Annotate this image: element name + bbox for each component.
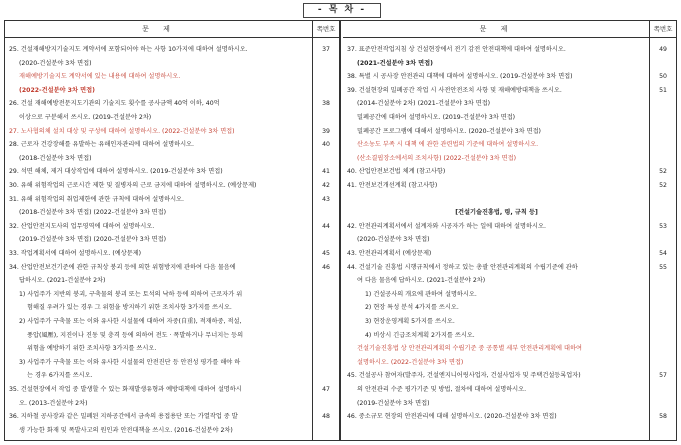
toc-entry-text: 4) 비상시 긴급조치계획 2가지를 쓰시오. [365, 331, 475, 339]
toc-entry-text: 험해질 우려가 있는 경우 그 위험을 방지하기 위한 조치사항 3가지를 쓰시오. [27, 304, 232, 312]
toc-entry-text: 여 다음 물음에 답하시오. (2021-건설분야 2차) [357, 277, 486, 285]
toc-entry-text: 3) 현장운영계획 5가지를 쓰시오. [365, 318, 455, 325]
toc-entry-text: 2) 사업주가 구축물 또는 이와 유사한 시설물에 대하여 자중(自重), 적재하중, 적설, [19, 318, 242, 325]
left-header-page: 쪽번호 [312, 21, 339, 37]
toc-entry-page: 47 [322, 386, 330, 393]
toc-row [343, 303, 676, 313]
toc-entry-text: 건설기술진흥법 상 안전관리계획의 수립기준 중 공통별 세부 안전관리계획에 대하여 [357, 345, 582, 353]
toc-row [343, 344, 676, 354]
toc-entry-page: 52 [659, 182, 667, 189]
toc-entry-text: 42. 안전관리계획서에서 설계자와 시공자가 하는 일에 대하여 설명하시오. [347, 222, 546, 230]
toc-entry-page: 42 [322, 182, 330, 189]
toc-entry-text: 33. 작업계획서에 대하여 설명하시오. (예상문제) [9, 250, 142, 257]
toc-row [343, 290, 676, 300]
toc-entry-text: [건설기술진흥법, 령, 규칙 등] [455, 209, 538, 217]
toc-entry-text: 1) 사업주가 지반의 붕괴, 구축물의 붕괴 또는 토석의 낙하 등에 의하여 근로자가 위 [19, 290, 243, 298]
toc-entry-page: 39 [322, 127, 330, 135]
toc-entry-page: 57 [659, 372, 667, 380]
toc-entry-text: 풍압(風壓), 지진이나 진동 및 충격 등에 의하여 전도 · 폭발하거나 무너지는 등의 [27, 331, 244, 339]
toc-row [5, 371, 339, 381]
toc-row [5, 249, 339, 259]
toc-entry-text: 40. 산업안전보건법 체계 (참고사항) [347, 168, 446, 176]
toc-row [5, 331, 339, 341]
toc-entry-page: 51 [659, 86, 667, 94]
toc-entry-page: 58 [659, 413, 667, 421]
toc-row [343, 195, 676, 205]
toc-table [4, 20, 677, 441]
toc-entry-text: 3) 사업주가 구축물 또는 이와 유사한 시설물의 안전진단 등 안전성 평가를 해야 하 [19, 358, 241, 366]
toc-entry-text: 35. 건설현장에서 작업 중 발생할 수 있는 화재발생유형과 예방대책에 대하여 설명하시 [9, 386, 242, 393]
toc-row [5, 140, 339, 150]
toc-right-column [343, 21, 676, 440]
toc-entry-text: 재해예방기술지도 계약서에 있는 내용에 대하여 설명하시오. [19, 73, 181, 81]
toc-entry-text: 32. 산업안전지도사의 업무영역에 대하여 설명하시오. [9, 222, 155, 230]
toc-row [5, 399, 339, 409]
toc-entry-text: 위험을 예방하기 위한 조치사항 3가지를 쓰시오. [27, 345, 157, 353]
toc-entry-page: 49 [659, 46, 667, 53]
toc-entry-text: (2019-건설분야 3차 면접) (2020-건설분야 3차 면접) [19, 236, 167, 244]
toc-entry-text: 1) 건설공사의 개요에 관하여 설명하시오. [365, 290, 477, 298]
toc-entry-text: 37. 표준안전작업지침 상 건설현장에서 전기 감전 안전대책에 대하여 설명하시오. [347, 46, 566, 53]
toc-row [343, 222, 676, 232]
toc-row [5, 195, 339, 205]
left-header-title: 문 제 [142, 25, 176, 33]
toc-row [343, 45, 676, 55]
toc-entry-text: 설명하시오. (2022-건설분야 3차 면접) [357, 358, 464, 366]
toc-row [343, 371, 676, 381]
toc-row [343, 99, 676, 109]
toc-entry-text: (2022-건설분야 3차 면접) [19, 86, 95, 94]
toc-row [343, 181, 676, 191]
toc-row [5, 45, 339, 55]
toc-entry-text: 밀폐공간에 대하여 설명하시오. (2019-건설분야 3차 면접) [357, 114, 516, 121]
toc-row [343, 276, 676, 286]
toc-entry-text: 34. 산업안전보건기준에 관한 규칙상 붕괴 등에 의한 위험방지에 관하여 다음 물음에 [9, 263, 236, 271]
toc-row [343, 86, 676, 96]
toc-row [5, 86, 339, 96]
toc-entry-page: 40 [322, 141, 330, 149]
toc-row [5, 208, 339, 218]
toc-entry-text: 28. 근로자 건강장해를 유발하는 유해인자관리에 대하여 설명하시오. [9, 141, 194, 149]
toc-row [5, 72, 339, 82]
toc-row [5, 113, 339, 123]
toc-entry-text: 44. 건설기술 진흥법 시행규칙에서 정하고 있는 총괄 안전관리계획의 수립기준에 관하 [347, 263, 578, 271]
toc-entry-text: 의 안전관리 수준 평가기준 및 방법, 절차에 대하여 설명하시오. [357, 386, 527, 393]
right-header-page: 쪽번호 [649, 21, 676, 37]
toc-row [343, 113, 676, 123]
toc-row [5, 127, 339, 137]
toc-entry-page: 45 [322, 250, 330, 257]
toc-entry-text: 오. (2013-건설분야 2차) [19, 399, 88, 407]
toc-entry-page: 38 [322, 100, 330, 108]
toc-entry-text: 산소농도 부족 시 대책 에 관한 관련법의 기준에 대하여 설명하시오. [357, 141, 539, 149]
left-header [5, 21, 339, 38]
toc-entry-text: 36. 지하철 공사장과 같은 밀폐된 지하공간에서 금속의 용접용단 또는 가열작업 중 발 [9, 413, 238, 421]
toc-entry-text: (산소결핍장소에서의 조치사항) (2022-건설분야 3차 면접) [357, 154, 516, 162]
toc-entry-page: 46 [322, 263, 330, 271]
toc-entry-page: 53 [659, 222, 667, 230]
toc-row [343, 358, 676, 368]
toc-entry-page: 52 [659, 168, 667, 176]
toc-entry-text: (2019-건설분야 3차 면접) [357, 399, 430, 407]
toc-entry-page: 43 [322, 195, 330, 203]
toc-row [343, 127, 676, 137]
toc-entry-text: 29. 석면 해체, 제거 대상작업에 대하여 설명하시오. (2019-건설분야 3차 면접) [9, 168, 223, 176]
toc-row [5, 181, 339, 191]
toc-row [343, 208, 676, 218]
toc-row [343, 317, 676, 327]
toc-row [5, 235, 339, 245]
toc-entry-page: 44 [322, 222, 330, 230]
toc-entry-text: (2021-건설분야 3차 면접) [357, 59, 433, 67]
toc-row [343, 167, 676, 177]
toc-entry-text: 이상으로 구분해서 쓰시오. (2019-건설분야 2차) [19, 114, 152, 121]
toc-row [5, 303, 339, 313]
toc-row [343, 72, 676, 82]
toc-entry-page: 37 [322, 46, 330, 53]
toc-entry-page: 54 [659, 250, 667, 257]
toc-entry-text: 생 가능한 화재 및 폭발사고의 원인과 안전대책을 쓰시오. (2016-건설분야 2차) [19, 426, 233, 434]
toc-entry-text: 밀폐공간 프로그램에 대해서 설명하시오. (2020-건설분야 3차 면접) [357, 127, 541, 135]
toc-row [5, 276, 339, 286]
toc-row [5, 344, 339, 354]
toc-row [5, 263, 339, 273]
toc-entry-text: (2020-건설분야 3차 면접) [357, 236, 430, 244]
toc-entry-text: 31. 유해 위험작업의 취업제한에 관한 규칙에 대하여 설명하시오. [9, 195, 185, 203]
toc-row [5, 317, 339, 327]
toc-entry-text: 는 경우 6가지를 쓰시오. [27, 372, 93, 380]
toc-entry-text: 30. 유해 위험작업의 근로시간 제한 및 질병자의 근로 금지에 대하여 설명하시오. (예상문제) [9, 182, 257, 189]
toc-row [343, 235, 676, 245]
toc-row [5, 99, 339, 109]
toc-row [5, 412, 339, 422]
toc-entry-page: 41 [322, 168, 330, 176]
toc-title: - 목 차 - [303, 3, 381, 18]
toc-row [343, 331, 676, 341]
toc-entry-text: 45. 건설공사 참여자(발주자, 건설엔지니어링사업자, 건설사업자 및 주택건설등록업자) [347, 372, 581, 380]
toc-entry-text: (2018-건설분야 3차 면접) [19, 154, 92, 162]
toc-row [5, 222, 339, 232]
toc-entry-text: 41. 안전보건개선계획 (참고사항) [347, 182, 438, 189]
toc-left-column [5, 21, 341, 440]
toc-row [5, 154, 339, 164]
toc-row [343, 385, 676, 395]
right-header [343, 21, 676, 38]
toc-row [5, 167, 339, 177]
toc-row [343, 399, 676, 409]
toc-row [5, 290, 339, 300]
toc-entry-text: 26. 건설 재해예방전문지도기관의 기술지도 횟수를 공사금액 40억 이하, 40억 [9, 100, 220, 108]
right-header-title: 문 제 [479, 25, 514, 33]
toc-entry-text: (2014-건설분야 2차) (2021-건설분야 3차 면접) [357, 100, 491, 108]
toc-entry-text: 39. 건설현장의 밀폐공간 작업 시 사전안전조치 사항 및 재해예방대책을 쓰시오. [347, 86, 562, 94]
toc-entry-page: 55 [659, 263, 667, 271]
toc-entry-text: 27. 노사협의체 설치 대상 및 구성에 대하여 설명하시오. (2022-건설분야 3차 면접) [9, 127, 235, 135]
toc-row [343, 140, 676, 150]
toc-row [343, 249, 676, 259]
toc-row [343, 412, 676, 422]
toc-row [343, 263, 676, 273]
toc-row [343, 59, 676, 69]
toc-row [5, 59, 339, 69]
toc-row [5, 385, 339, 395]
toc-entry-text: 25. 건설재해방지기술지도 계약서에 포함되어야 하는 사항 10가지에 대하여 설명하시오. [9, 46, 248, 53]
toc-row [5, 426, 339, 436]
toc-entry-text: (2020-건설분야 3차 면접) [19, 59, 92, 67]
toc-entry-text: (2018-건설분야 3차 면접) (2022-건설분야 3차 면접) [19, 209, 167, 217]
toc-entry-text: 38. 특별 시 공사장 안전관리 대책에 대하여 설명하시오. (2019-건설분야 3차 면접) [347, 73, 573, 81]
toc-entry-text: 2) 현장 특성 분석 4가지를 쓰시오. [365, 304, 459, 312]
toc-entry-text: 답하시오. (2021-건설분야 2차) [19, 277, 106, 285]
toc-entry-text: 43. 안전관리계획서 (예상문제) [347, 250, 432, 257]
toc-entry-page: 48 [322, 413, 330, 421]
toc-row [5, 358, 339, 368]
toc-entry-page: 50 [659, 73, 667, 81]
toc-entry-text: 46. 중소규모 현장의 안전관리에 대해 설명하시오. (2020-건설분야 3차 면접) [347, 413, 557, 421]
toc-row [343, 154, 676, 164]
